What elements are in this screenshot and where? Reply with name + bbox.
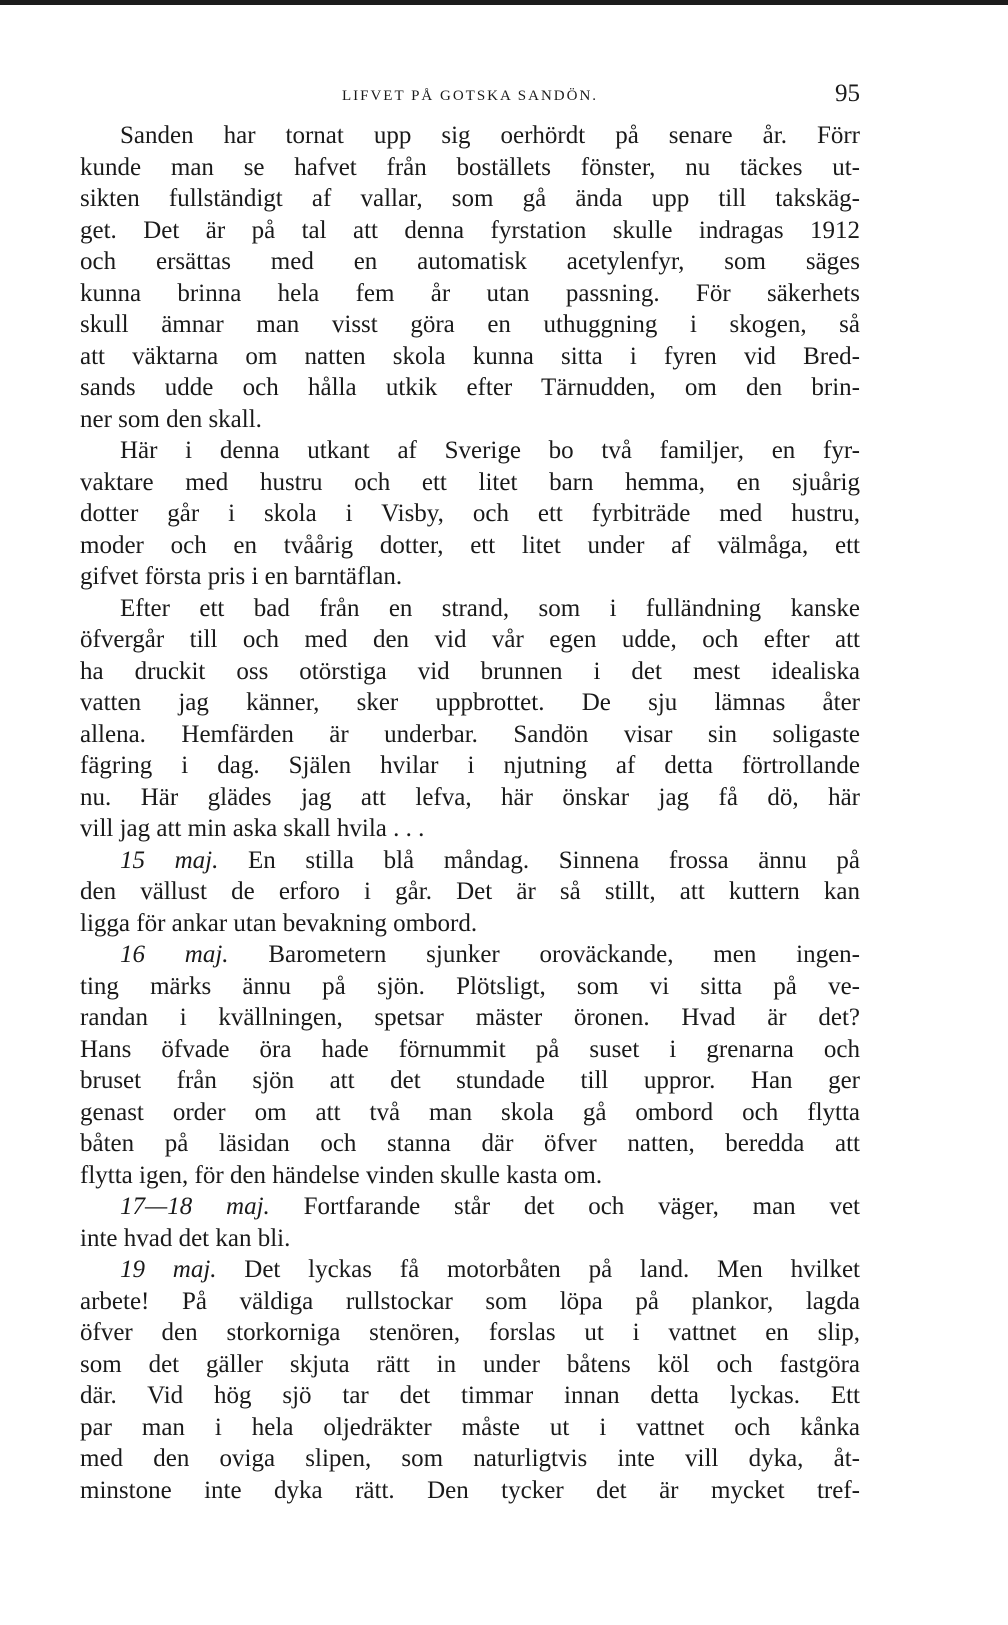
line-text: randan i kvällningen, spetsar mäster öronen. Hvad är det? (80, 1004, 860, 1031)
text-line (80, 183, 860, 215)
line-text: flytta igen, för den händelse vinden skulle kasta om. (80, 1161, 603, 1189)
line-text: minstone inte dyka rätt. Den tycker det är mycket tref- (80, 1476, 860, 1504)
line-text: gifvet första pris i en barntäflan. (80, 563, 403, 590)
text-line (80, 1160, 860, 1192)
line-text: som det gäller skjuta rätt in under båtens köl och fastgöra (80, 1350, 860, 1378)
line-text: Fortfarande står det och väger, man vet (269, 1193, 861, 1220)
text-line (80, 152, 860, 184)
line-text: skull ämnar man visst göra en uthuggning i skogen, så (80, 311, 860, 338)
line-text: sands udde och hålla utkik efter Tärnudden, om den brin- (80, 374, 860, 401)
line-text: den vällust de erforo i går. Det är så stillt, att kuttern kan (80, 878, 860, 905)
line-text: ner som den skall. (80, 405, 262, 433)
line-text: moder och en tvåårig dotter, ett litet under af välmåga, ett (80, 531, 860, 559)
line-text: arbete! På väldiga rullstockar som löpa på plankor, lagda (80, 1287, 860, 1315)
line-text: ting märks ännu på sjön. Plötsligt, som vi sitta på ve- (80, 972, 860, 1000)
line-text: kunna brinna hela fem år utan passning. För säkerhets (80, 279, 860, 307)
text-line (80, 1286, 860, 1318)
text-line (80, 1002, 860, 1034)
line-text: dotter går i skola i Visby, och ett fyrbiträde med hustru, (80, 500, 860, 527)
line-text: Hans öfvade öra hade förnummit på suset i grenarna och (80, 1035, 860, 1063)
text-line (80, 341, 860, 373)
text-line (80, 1097, 860, 1129)
text-line (80, 404, 860, 436)
text-line (80, 813, 860, 845)
line-text: öfver den storkorniga stenören, forslas ut i vattnet en slip, (80, 1319, 860, 1346)
line-text: att väktarna om natten skola kunna sitta i fyren vid Bred- (80, 342, 860, 370)
line-text: ligga för ankar utan bevakning ombord. (80, 909, 478, 937)
line-text: Sanden har tornat upp sig oerhördt på senare år. Förr (120, 122, 860, 149)
running-title: LIFVET PÅ GOTSKA SANDÖN. (341, 88, 599, 104)
text-line (80, 309, 860, 341)
line-text: sikten fullständigt af vallar, som gå ända upp till takskäg- (80, 185, 860, 212)
text-line (80, 530, 860, 562)
line-text: nu. Här glädes jag att lefva, här önskar jag få dö, här (80, 783, 860, 811)
text-line (80, 719, 860, 751)
line-text: fägring i dag. Själen hvilar i njutning af detta förtrollande (80, 752, 860, 779)
line-text: inte hvad det kan bli. (80, 1224, 291, 1252)
line-text: båten på läsidan och stanna där öfver natten, beredda att (80, 1130, 860, 1157)
text-line (80, 498, 860, 530)
line-text: där. Vid hög sjö tar det timmar innan detta lyckas. Ett (80, 1382, 860, 1409)
diary-date: 15 maj. (120, 846, 219, 874)
text-line (80, 561, 860, 593)
text-line (80, 1317, 860, 1349)
line-text: Det lyckas få motorbåten på land. Men hvilket (216, 1256, 860, 1283)
line-text: par man i hela oljedräkter måste ut i vattnet och kånka (80, 1413, 860, 1441)
text-line (80, 1223, 860, 1255)
line-text: och ersättas med en automatisk acetylenfyr, som säges (80, 248, 860, 275)
line-text: Efter ett bad från en strand, som i fulländning kanske (120, 594, 860, 622)
text-line (80, 876, 860, 908)
text-line (80, 1065, 860, 1097)
text-line (80, 939, 860, 971)
text-line (80, 467, 860, 499)
page-top-edge (0, 0, 1008, 5)
text-line (80, 656, 860, 688)
line-text: ha druckit oss otörstiga vid brunnen i det mest idealiska (80, 657, 860, 685)
running-header (80, 78, 860, 112)
text-line (80, 1034, 860, 1066)
text-line (80, 1254, 860, 1286)
text-line (80, 624, 860, 656)
text-line (80, 593, 860, 625)
text-line (80, 1475, 860, 1507)
text-line (80, 435, 860, 467)
book-page (80, 78, 860, 1506)
diary-date: 16 maj. (120, 941, 229, 968)
line-text: med den oviga slipen, som naturligtvis inte vill dyka, åt- (80, 1445, 860, 1472)
text-line (80, 120, 860, 152)
line-text: Här i denna utkant af Sverige bo två familjer, en fyr- (120, 437, 860, 464)
text-line (80, 782, 860, 814)
text-line (80, 1380, 860, 1412)
line-text: öfvergår till och med den vid vår egen udde, och efter att (80, 626, 860, 653)
text-line (80, 1191, 860, 1223)
diary-date: 17—18 maj. (120, 1193, 270, 1220)
line-text: En stilla blå måndag. Sinnena frossa ännu på (218, 846, 861, 874)
line-text: Barometern sjunker oroväckande, men ingen- (228, 941, 860, 968)
text-line (80, 971, 860, 1003)
line-text: vaktare med hustru och ett litet barn hemma, en sjuårig (80, 468, 860, 496)
line-text: vatten jag känner, sker uppbrottet. De sju lämnas åter (80, 689, 860, 716)
text-line (80, 845, 860, 877)
text-line (80, 1349, 860, 1381)
text-line (80, 246, 860, 278)
line-text: bruset från sjön att det stundade till uppror. Han ger (80, 1067, 860, 1094)
text-line (80, 750, 860, 782)
text-line (80, 687, 860, 719)
line-text: kunde man se hafvet från boställets fönster, nu täckes ut- (80, 153, 860, 181)
text-line (80, 908, 860, 940)
text-line (80, 372, 860, 404)
text-line (80, 1128, 860, 1160)
text-line (80, 278, 860, 310)
text-line (80, 1443, 860, 1475)
line-text: get. Det är på tal att denna fyrstation skulle indragas 1912 (80, 216, 860, 244)
page-number: 95 (835, 80, 860, 107)
diary-date: 19 maj. (120, 1256, 217, 1283)
line-text: genast order om att två man skola gå ombord och flytta (80, 1098, 860, 1126)
body-text (80, 120, 860, 1506)
text-line (80, 215, 860, 247)
line-text: allena. Hemfärden är underbar. Sandön visar sin soligaste (80, 720, 860, 748)
line-text: vill jag att min aska skall hvila . . . (80, 815, 425, 842)
text-line (80, 1412, 860, 1444)
